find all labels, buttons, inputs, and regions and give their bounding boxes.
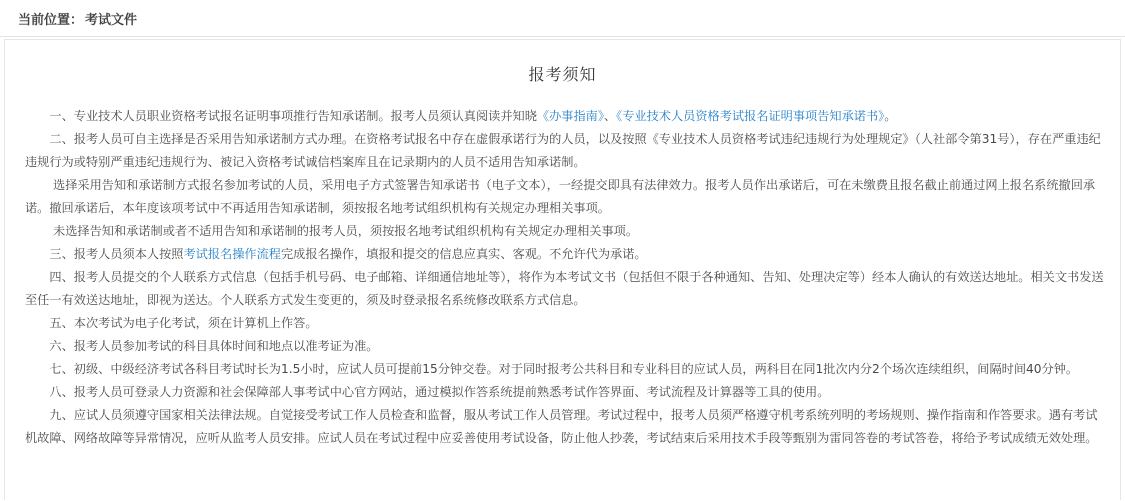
breadcrumb <box>0 0 1125 37</box>
paragraph-5-text: 三、报考人员须本人按照 <box>49 247 184 261</box>
content-panel <box>4 39 1121 500</box>
document-body <box>5 105 1120 450</box>
breadcrumb-label: 当前位置： <box>18 12 84 28</box>
paragraph-1-separator: 、 <box>603 109 617 123</box>
paragraph-1-text: 一、专业技术人员职业资格考试报名证明事项推行告知承诺制。报考人员须认真阅读并知晓 <box>49 109 537 123</box>
page-title: 报考须知 <box>528 65 597 84</box>
paragraph-11: 九、应试人员须遵守国家相关法律法规。自觉接受考试工作人员检查和监督，服从考试工作人员管理。考试过程中，报考人员须严格遵守机考系统列明的考场规则、操作指南和作答要求。遇有考试机故障、网络故障等异常情况，应听从监考人员安排。应试人员在考试过程中应妥善使用考试设备，防止他人抄袭，考试结束后采用技术手段等甄别为雷同答卷的考试答卷，将给予考试成绩无效处理。 <box>25 408 1098 445</box>
paragraph-7: 五、本次考试为电子化考试，须在计算机上作答。 <box>49 316 318 330</box>
paragraph-10: 八、报考人员可登录人力资源和社会保障部人事考试中心官方网站，通过模拟作答系统提前熟悉考试作答界面、考试流程及计算器等工具的使用。 <box>49 385 830 399</box>
commitment-letter-link[interactable]: 《专业技术人员资格考试报名证明事项告知承诺书》 <box>616 109 885 123</box>
paragraph-6: 四、报考人员提交的个人联系方式信息（包括手机号码、电子邮箱、详细通信地址等），将作为本考试文书（包括但不限于各种通知、告知、处理决定等）经本人确认的有效送达地址。相关文书发送至任一有效送达地址，即视为送达。个人联系方式发生变更的，须及时登录报名系统修改联系方式信息。 <box>25 270 1104 307</box>
paragraph-3: 选择采用告知和承诺制方式报名参加考试的人员，采用电子方式签署告知承诺书（电子文本），一经提交即具有法律效力。报考人员作出承诺后，可在未缴费且报名截止前通过网上报名系统撤回承诺。撤回承诺后，本年度该项考试中不再适用告知承诺制，须按报名地考试组织机构有关规定办理相关事项。 <box>25 178 1096 215</box>
paragraph-4: 未选择告知和承诺制或者不适用告知和承诺制的报考人员，须按报名地考试组织机构有关规定办理相关事项。 <box>53 224 639 238</box>
paragraph-5-end: 完成报名操作，填报和提交的信息应真实、客观。不允许代为承诺。 <box>280 247 647 261</box>
registration-process-link[interactable]: 考试报名操作流程 <box>183 247 281 261</box>
paragraph-1-end: 。 <box>884 109 897 123</box>
paragraph-9: 七、初级、中级经济考试各科目考试时长为1.5小时，应试人员可提前15分钟交卷。对于同时报考公共科目和专业科目的应试人员，两科目在同1批次内分2个场次连续组织，间隔时间40分钟。 <box>49 362 1079 376</box>
paragraph-8: 六、报考人员参加考试的科目具体时间和地点以准考证为准。 <box>49 339 379 353</box>
paragraph-1 <box>25 105 1108 128</box>
breadcrumb-current[interactable]: 考试文件 <box>85 12 138 28</box>
paragraph-5 <box>25 243 1108 266</box>
paragraph-2: 二、报考人员可自主选择是否采用告知承诺制方式办理。在资格考试报名中存在虚假承诺行为的人员，以及按照《专业技术人员资格考试违纪违规行为处理规定》（人社部令第31号），存在严重违纪违规行为或特别严重违纪违规行为、被记入资格考试诚信档案库且在记录期内的人员不适用告知承诺制。 <box>25 132 1101 169</box>
service-guide-link[interactable]: 《办事指南》 <box>536 109 604 123</box>
